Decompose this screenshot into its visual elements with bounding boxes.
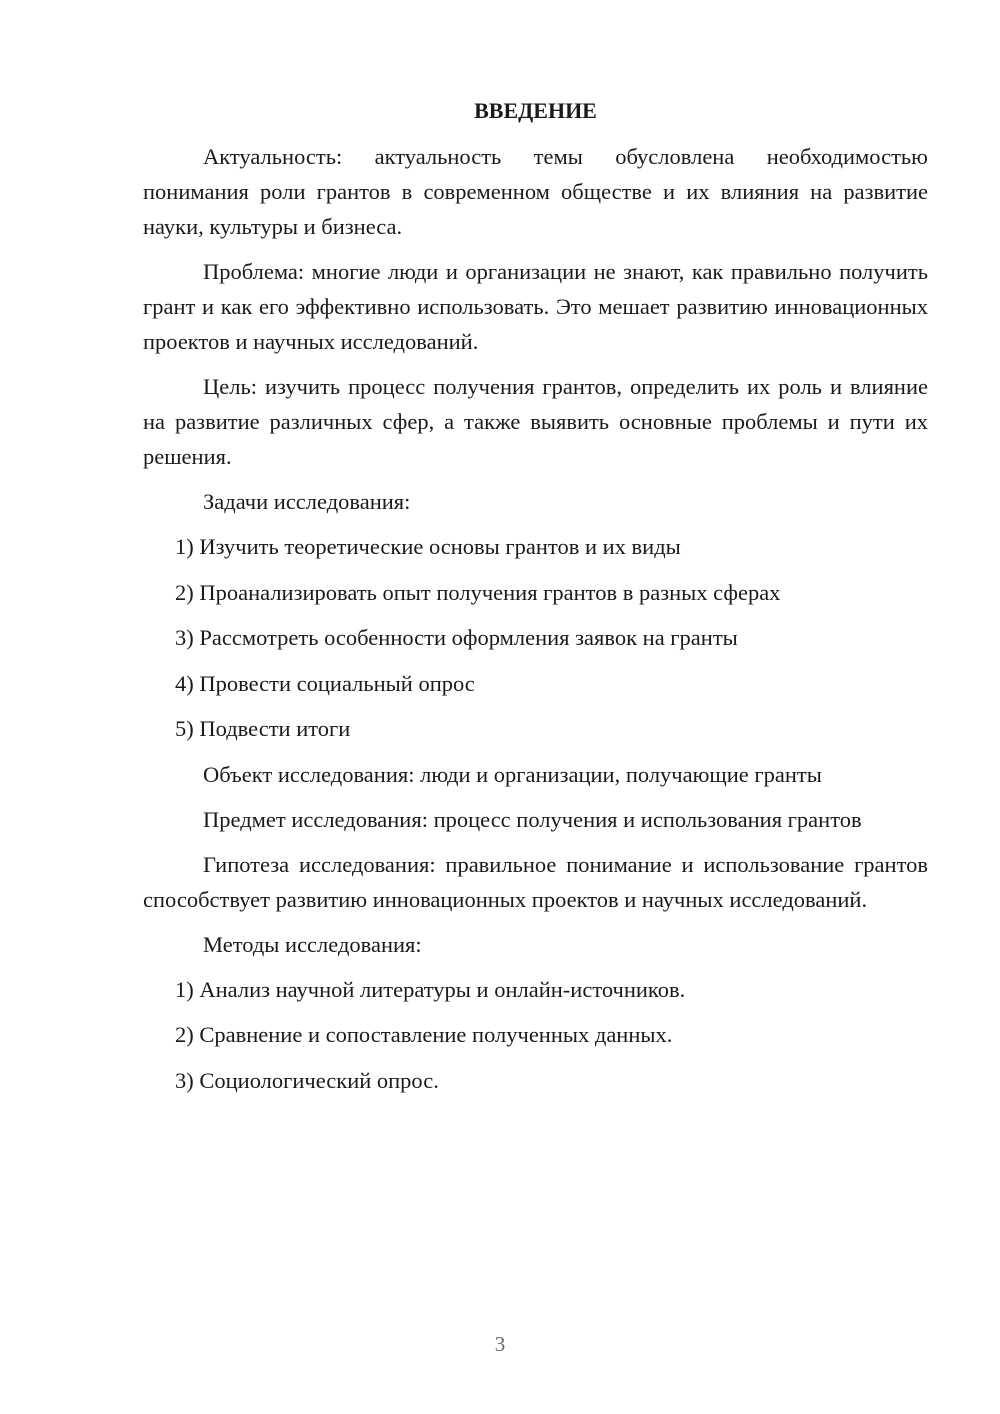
list-item: 2) Сравнение и сопоставление полученных данных. xyxy=(175,1022,673,1047)
methods-list xyxy=(143,972,928,1099)
tasks-heading: Задачи исследования: xyxy=(203,489,411,514)
paragraph-hypothesis: Гипотеза исследования: правильное понимание и использование грантов способствует развитию инновационных проектов и научных исследований. xyxy=(143,851,928,912)
paragraph-object: Объект исследования: люди и организации, получающие гранты xyxy=(203,761,822,787)
list-item: 4) Провести социальный опрос xyxy=(175,670,475,696)
page-content xyxy=(143,94,928,1108)
list-item: 2) Проанализировать опыт получения грантов в разных сферах xyxy=(175,579,781,605)
page-number: 3 xyxy=(494,1332,506,1356)
list-item: 1) Анализ научной литературы и онлайн-источников. xyxy=(175,976,686,1002)
list-item: 3) Рассмотреть особенности оформления заявок на гранты xyxy=(175,625,738,650)
paragraph-relevance: Актуальность: актуальность темы обусловлена необходимостью понимания роли грантов в современном обществе и их влияния на развитие науки, культуры и бизнеса. xyxy=(143,144,928,239)
list-item: 3) Социологический опрос. xyxy=(175,1067,439,1093)
section-title: ВВЕДЕНИЕ xyxy=(474,98,597,123)
paragraph-goal: Цель: изучить процесс получения грантов, определить их роль и влияние на развитие различных сфер, а также выявить основные проблемы и пути их решения. xyxy=(143,374,928,469)
methods-heading: Методы исследования: xyxy=(203,931,422,957)
tasks-list xyxy=(143,529,928,747)
paragraph-problem: Проблема: многие люди и организации не знают, как правильно получить грант и как его эффективно использовать. Это мешает развитию инновационных проектов и научных исследований. xyxy=(143,259,928,354)
list-item: 1) Изучить теоретические основы грантов и их виды xyxy=(175,534,681,559)
paragraph-subject: Предмет исследования: процесс получения и использования грантов xyxy=(203,806,862,832)
list-item: 5) Подвести итоги xyxy=(175,716,351,741)
